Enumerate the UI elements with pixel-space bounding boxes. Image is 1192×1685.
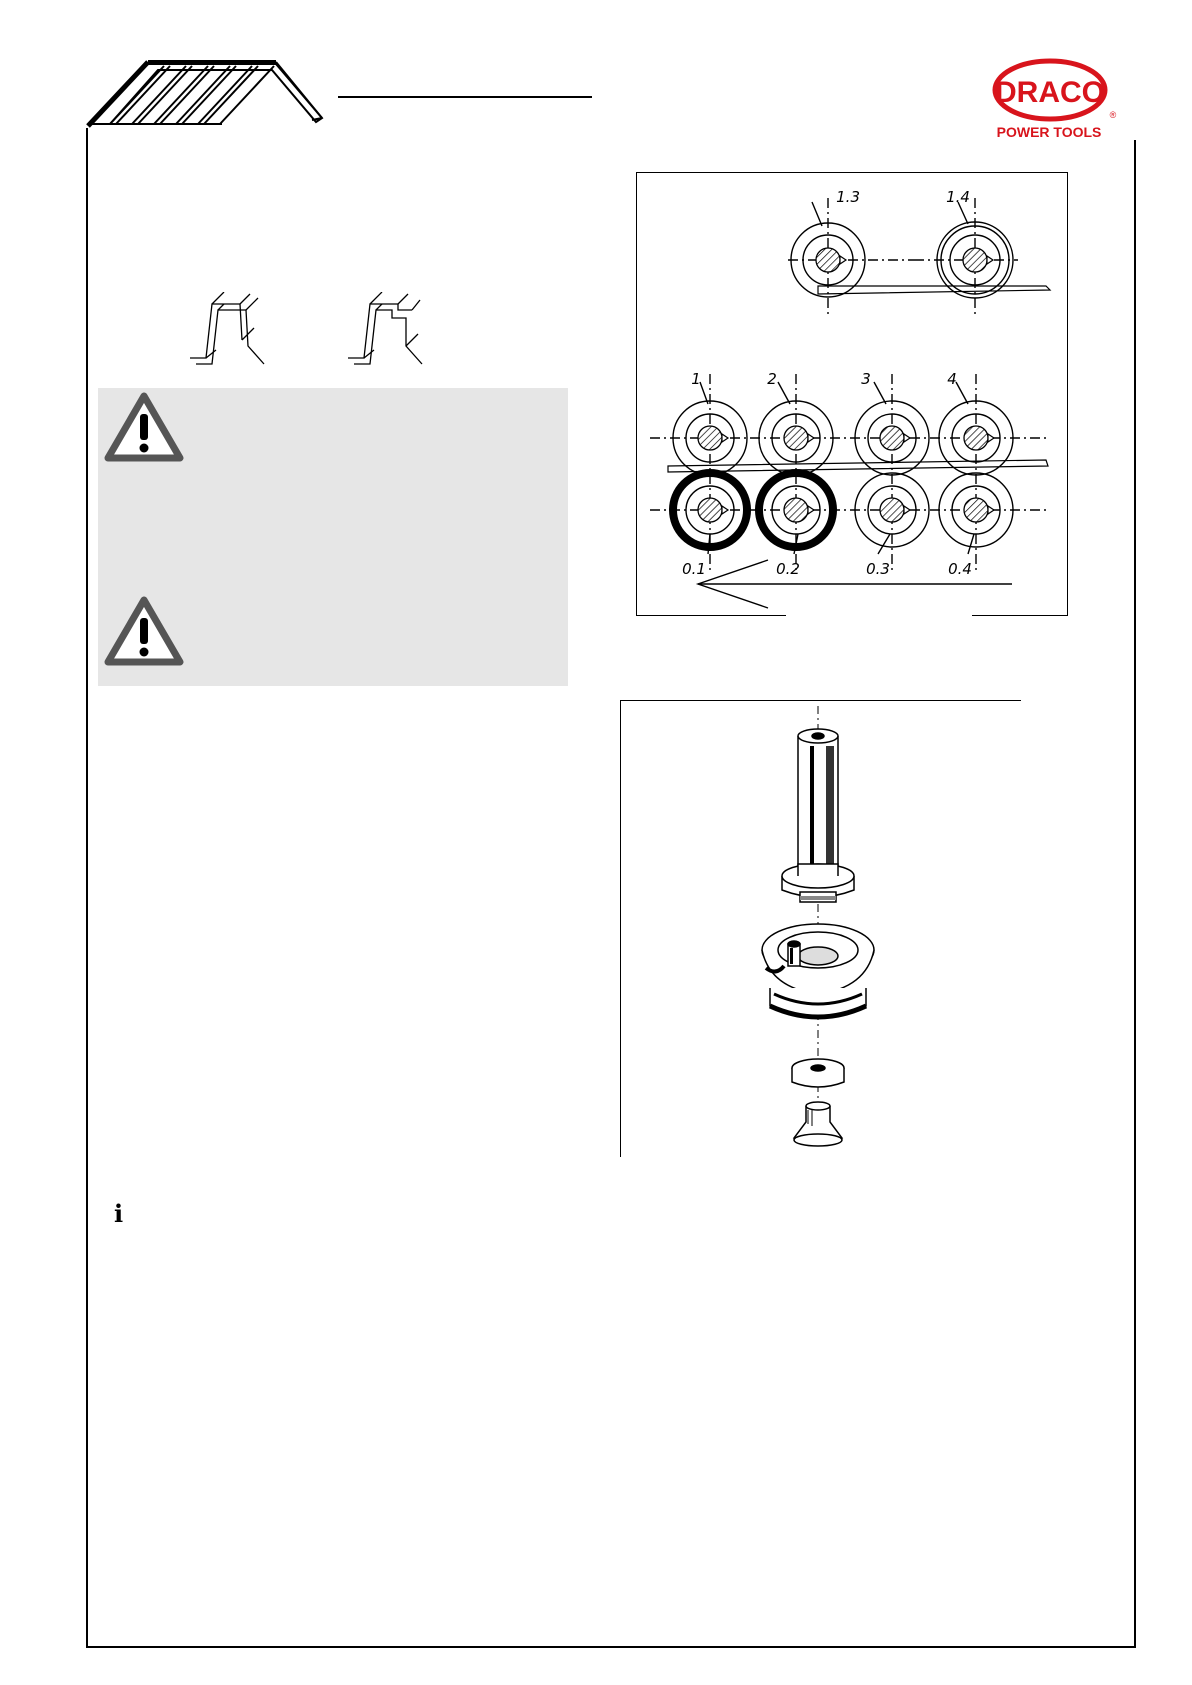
roller-label-0-2: 0.2 bbox=[776, 560, 800, 578]
roller-label-4: 4 bbox=[947, 370, 957, 388]
page-frame-right bbox=[1134, 140, 1136, 1648]
roller-label-1-4: 1.4 bbox=[946, 188, 970, 206]
roller-assembly-exploded-diagram bbox=[740, 706, 900, 1152]
brand-logo bbox=[990, 58, 1120, 144]
header-rule bbox=[338, 96, 592, 98]
logo-tagline: POWER TOOLS bbox=[996, 124, 1102, 140]
logo-wordmark: DRACO bbox=[995, 76, 1105, 109]
roller-label-1: 1 bbox=[691, 370, 701, 388]
roller-label-3: 3 bbox=[861, 370, 871, 388]
profile-sketch-1 bbox=[190, 292, 270, 370]
roller-label-0-1: 0.1 bbox=[682, 560, 706, 578]
warning-triangle-icon bbox=[104, 596, 184, 666]
frame-gap bbox=[786, 610, 972, 618]
registered-mark: ® bbox=[1109, 110, 1117, 120]
page-frame-left bbox=[86, 128, 88, 1648]
roller-label-1-3: 1.3 bbox=[836, 188, 860, 206]
page-frame-bottom bbox=[86, 1646, 1136, 1648]
roller-arrangement-diagram bbox=[638, 174, 1066, 614]
roller-label-0-4: 0.4 bbox=[948, 560, 972, 578]
info-icon: i bbox=[114, 1199, 124, 1228]
profile-sketch-2 bbox=[348, 292, 428, 370]
roller-label-2: 2 bbox=[767, 370, 777, 388]
warning-triangle-icon bbox=[104, 392, 184, 462]
roller-label-0-3: 0.3 bbox=[866, 560, 890, 578]
roof-sheet-icon bbox=[86, 60, 326, 130]
